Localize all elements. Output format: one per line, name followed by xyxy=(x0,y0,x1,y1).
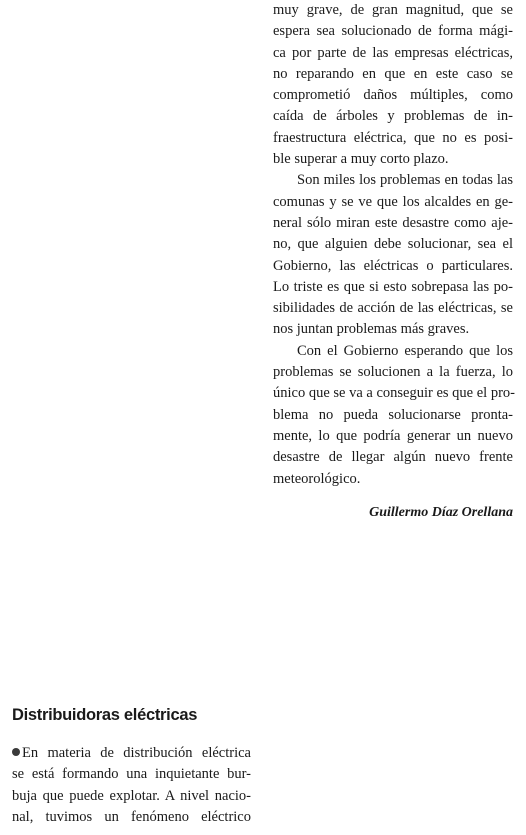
text-line: no, que alguien debe solucionar, sea el xyxy=(273,236,513,253)
text-line: neral sólo miran este desastre como aje- xyxy=(273,214,513,231)
text-line: nos juntan problemas más graves. xyxy=(273,321,470,338)
text-line: caída de árboles y problemas de in- xyxy=(273,108,513,125)
text-line: nal, tuvimos un fenómeno eléctrico xyxy=(12,808,251,825)
letter-body xyxy=(12,743,251,828)
text-line: Gobierno, las eléctricas o particulares. xyxy=(273,257,513,274)
text-line: muy grave, de gran magnitud, que se xyxy=(273,2,513,18)
text-line: mente, lo que podría generar un nuevo xyxy=(273,427,513,444)
text-line-content: En materia de distribución eléctrica xyxy=(22,745,251,761)
text-line: único que se va a conseguir es que el pro- xyxy=(273,385,515,402)
bullet-icon xyxy=(12,748,20,756)
text-line: Con el Gobierno esperando que los xyxy=(297,342,513,359)
text-line: Lo triste es que si esto sobrepasa las po- xyxy=(273,278,513,295)
text-line: fraestructura eléctrica, que no es posi- xyxy=(273,129,513,146)
text-line: ca por parte de las empresas eléctricas, xyxy=(273,44,513,61)
text-line: meteorológico. xyxy=(273,470,361,487)
letter-paragraph xyxy=(273,341,513,490)
text-line: buja que puede explotar. A nivel nacio- xyxy=(12,787,251,804)
letter-headline: Distribuidoras eléctricas xyxy=(12,706,198,724)
text-line: Son miles los problemas en todas las xyxy=(297,172,513,189)
letter-signature: Guillermo Díaz Orellana xyxy=(369,504,513,520)
text-line: comprometió daños múltiples, como xyxy=(273,87,513,104)
text-line: problemas se solucionen a la fuerza, lo xyxy=(273,364,513,381)
text-line: blema no pueda solucionarse pronta- xyxy=(273,406,513,423)
text-line: sibilidades de acción de las eléctricas, se xyxy=(273,300,513,317)
text-line: no reparando en que en este caso se xyxy=(273,65,513,82)
letter-body xyxy=(273,0,513,490)
text-line: ble superar a muy corto plazo. xyxy=(273,151,449,168)
letter-column-left xyxy=(12,704,251,828)
text-line xyxy=(12,743,251,764)
letter-column-right xyxy=(273,0,513,523)
letter-paragraph xyxy=(273,170,513,340)
letter-paragraph xyxy=(273,0,513,170)
text-line: espera sea solucionado de forma mági- xyxy=(273,23,513,40)
text-line: desastre de llegar algún nuevo frente xyxy=(273,449,513,466)
text-line: se está formando una inquietante bur- xyxy=(12,766,251,783)
text-line: comunas y se ve que los alcaldes en ge- xyxy=(273,193,513,210)
